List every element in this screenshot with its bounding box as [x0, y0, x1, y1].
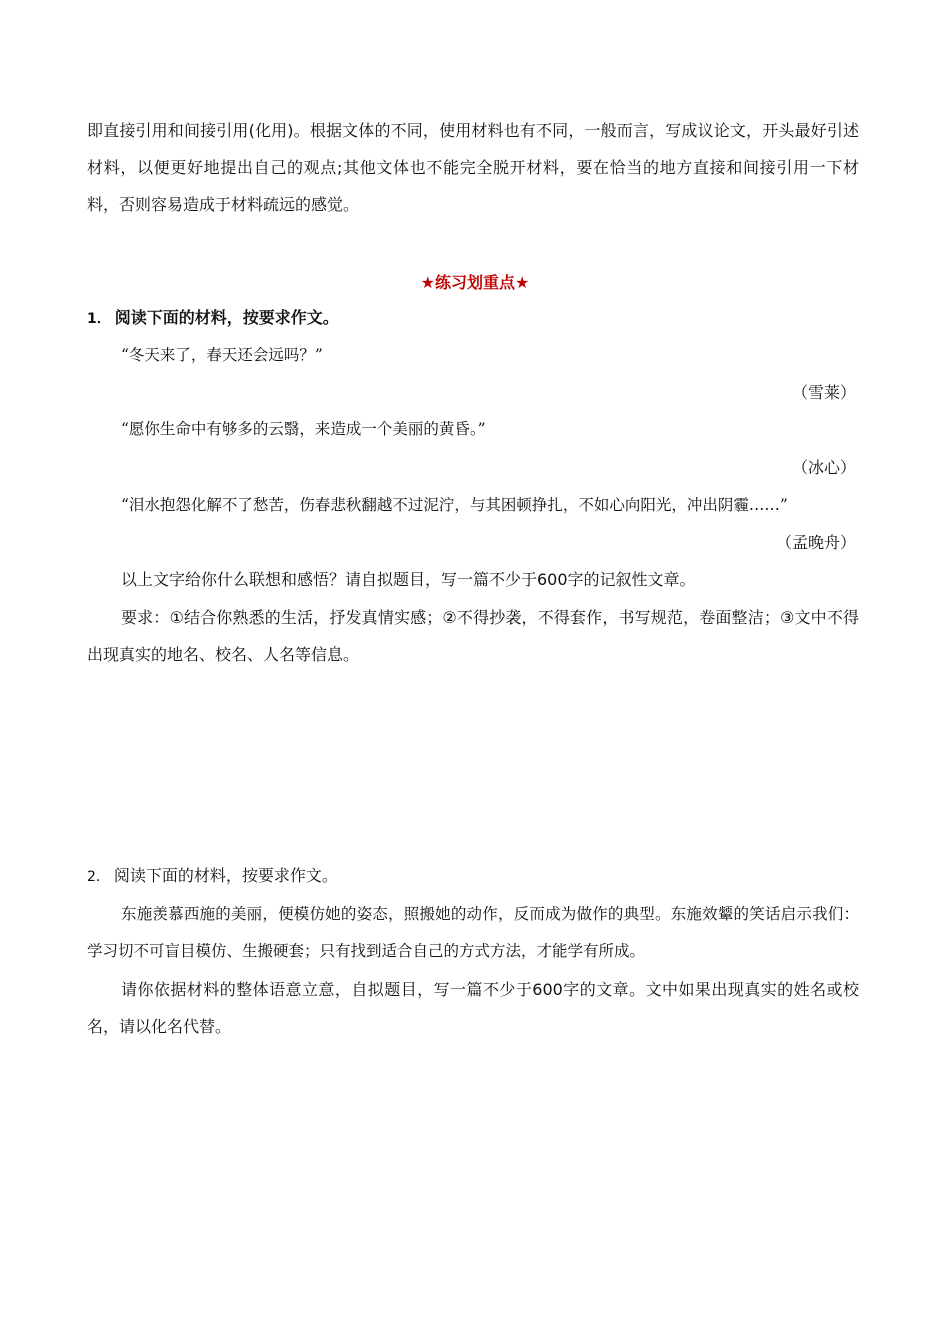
section-heading: ★练习划重点★: [420, 273, 530, 292]
question-2-number: 2．: [87, 869, 110, 885]
question-2-prompt: 请你依据材料的整体语意立意，自拟题目，写一篇不少于600字的文章。文中如果出现真实的姓名或校名，请以化名代替。: [87, 980, 859, 1036]
quote-3-text: “泪水抱怨化解不了愁苦，伤春悲秋翻越不过泥泞，与其困顿挣扎，不如心向阳光，冲出阴霾……”: [121, 496, 788, 514]
question-1-requirements: 要求：①结合你熟悉的生活，抒发真情实感；②不得抄袭，不得套作，书写规范，卷面整洁；③文中不得出现真实的地名、校名、人名等信息。: [87, 608, 859, 664]
quote-1-text: “冬天来了，春天还会远吗？”: [121, 346, 323, 364]
quote-3-author: （孟晚舟）: [775, 533, 856, 552]
quote-1-author: （雪莱）: [791, 383, 856, 402]
question-2-title-text: 阅读下面的材料，按要求作文。: [113, 866, 338, 885]
question-1-prompt: 以上文字给你什么联想和感悟？请自拟题目，写一篇不少于600字的记叙性文章。: [121, 570, 696, 589]
intro-paragraph: 即直接引用和间接引用(化用)。根据文体的不同，使用材料也有不同，一般而言，写成议论文，开头最好引述材料，以便更好地提出自己的观点;其他文体也不能完全脱开材料，要在恰当的地方直接和间接引用一下材料，否则容易造成于材料疏远的感觉。: [87, 121, 859, 214]
question-2-material: 东施羡慕西施的美丽，便模仿她的姿态，照搬她的动作，反而成为做作的典型。东施效颦的笑话启示我们：学习切不可盲目模仿、生搬硬套；只有找到适合自己的方式方法，才能学有所成。: [87, 905, 859, 960]
question-1-title: [87, 299, 339, 338]
quote-2-author: （冰心）: [791, 458, 856, 477]
question-1-title-text: 阅读下面的材料，按要求作文。: [114, 308, 339, 327]
question-2-title: [87, 857, 338, 896]
question-1-number: 1．: [87, 311, 111, 327]
quote-2-text: “愿你生命中有够多的云翳，来造成一个美丽的黄昏。”: [121, 420, 486, 438]
